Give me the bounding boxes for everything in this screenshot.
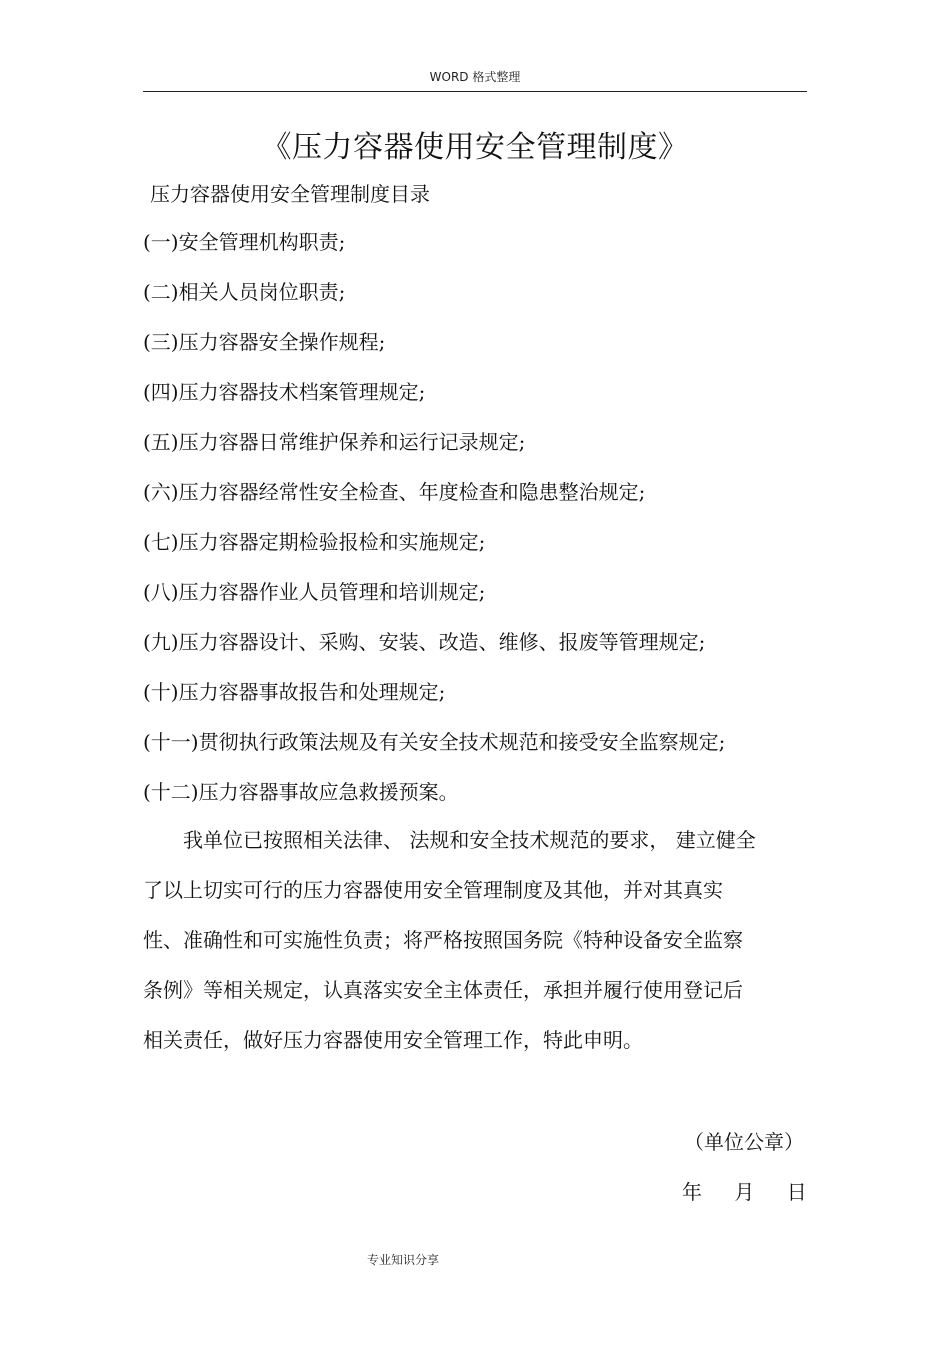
- seal-placeholder: （单位公章）: [684, 1130, 804, 1154]
- page-footer: 专业知识分享: [367, 1253, 440, 1267]
- toc-heading: 压力容器使用安全管理制度目录: [150, 182, 430, 206]
- document-title: 《压力容器使用安全管理制度》: [261, 130, 689, 165]
- statement-line: 我单位已按照相关法律、 法规和安全技术规范的要求， 建立健全: [143, 828, 756, 852]
- toc-item: (二)相关人员岗位职责;: [143, 280, 346, 304]
- toc-item: (五)压力容器日常维护保养和运行记录规定;: [143, 430, 526, 454]
- statement-line: 性、准确性和可实施性负责；将严格按照国务院《特种设备安全监察: [143, 928, 743, 952]
- toc-item: (七)压力容器定期检验报检和实施规定;: [143, 530, 486, 554]
- statement-line: 条例》等相关规定，认真落实安全主体责任，承担并履行使用登记后: [143, 978, 743, 1002]
- toc-item: (三)压力容器安全操作规程;: [143, 330, 386, 354]
- toc-item: (一)安全管理机构职责;: [143, 230, 346, 254]
- header-divider: [143, 91, 807, 92]
- date-line: 年 月 日: [682, 1180, 807, 1204]
- header-text: WORD 格式整理: [429, 70, 521, 84]
- statement-line: 相关责任，做好压力容器使用安全管理工作，特此申明。: [143, 1028, 643, 1052]
- toc-item: (六)压力容器经常性安全检查、年度检查和隐患整治规定;: [143, 480, 646, 504]
- statement-line: 了以上切实可行的压力容器使用安全管理制度及其他，并对其真实: [143, 878, 723, 902]
- toc-list: [143, 228, 725, 828]
- statement-paragraph: [143, 826, 807, 1076]
- toc-item: (十)压力容器事故报告和处理规定;: [143, 680, 446, 704]
- toc-item: (八)压力容器作业人员管理和培训规定;: [143, 580, 486, 604]
- toc-item: (十二)压力容器事故应急救援预案。: [143, 780, 459, 804]
- toc-item: (四)压力容器技术档案管理规定;: [143, 380, 426, 404]
- toc-item: (十一)贯彻执行政策法规及有关安全技术规范和接受安全监察规定;: [143, 730, 726, 754]
- toc-item: (九)压力容器设计、采购、安装、改造、维修、报废等管理规定;: [143, 630, 706, 654]
